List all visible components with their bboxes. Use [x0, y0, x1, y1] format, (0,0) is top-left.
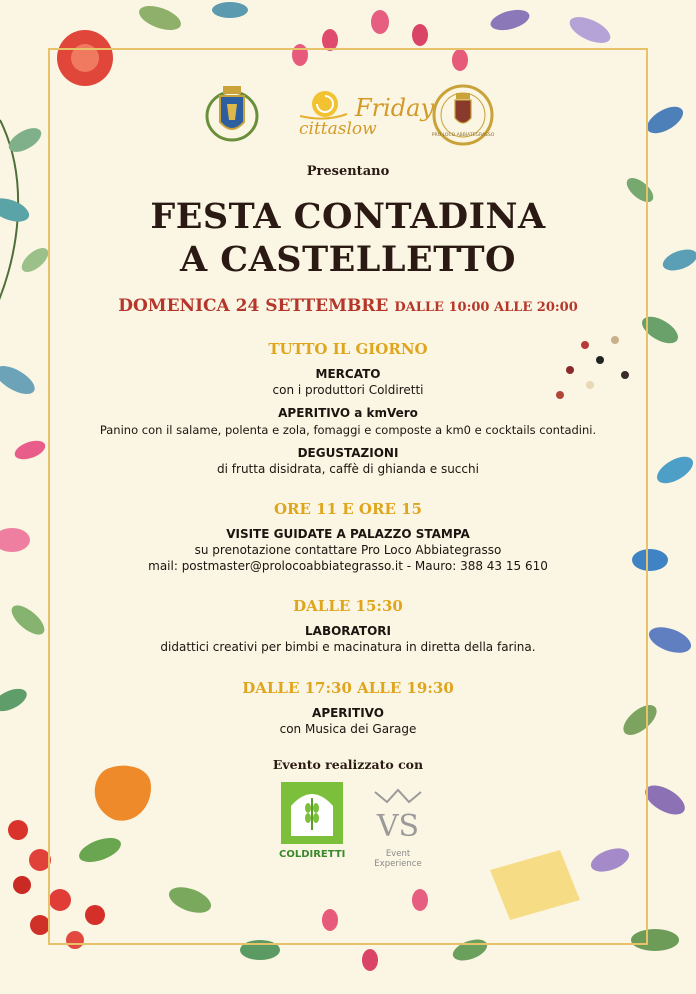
vs-monogram: VS [376, 809, 420, 844]
item-text-contacts: mail: postmaster@prolocoabbiategrasso.it - Mauro: 388 43 15 610 [148, 559, 548, 573]
title-line-2: A CASTELLETTO [179, 239, 517, 280]
vs-caption: Event Experience [374, 849, 422, 869]
section-heading-dalle-1730: DALLE 17:30 ALLE 19:30 [242, 679, 454, 697]
proloco-logo [430, 82, 496, 148]
coldiretti-logo [279, 780, 345, 846]
sponsors-label: Evento realizzato con [272, 757, 424, 772]
item-text-aperitivo-kmvero: Panino con il salame, polenta e zola, fomaggi e composte a km0 e cocktails contadini. [99, 423, 597, 437]
item-title-aperitivo-kmvero: APERITIVO a kmVero [278, 406, 418, 420]
event-day: DOMENICA 24 SETTEMBRE [118, 296, 389, 316]
event-date [0, 296, 696, 316]
item-title-aperitivo: APERITIVO [312, 706, 384, 720]
item-text-mercato: con i produttori Coldiretti [272, 383, 424, 397]
event-hours: DALLE 10:00 ALLE 20:00 [394, 300, 578, 315]
item-title-laboratori: LABORATORI [305, 624, 391, 638]
item-text-degustazioni: di frutta disidrata, caffè di ghianda e succhi [217, 462, 479, 476]
item-text-prenotazione: su prenotazione contattare Pro Loco Abbiategrasso [194, 543, 502, 557]
item-title-visite-guidate: VISITE GUIDATE A PALAZZO STAMPA [226, 527, 470, 541]
item-title-degustazioni: DEGUSTAZIONI [297, 446, 399, 460]
title-line-1: FESTA CONTADINA [150, 196, 546, 237]
section-heading-ore-11-15: ORE 11 E ORE 15 [273, 500, 422, 518]
section-heading-all-day: TUTTO IL GIORNO [268, 340, 428, 358]
friday-text: Friday [355, 94, 435, 122]
cittaslow-text: cittaslow [299, 119, 377, 139]
proloco-text: PRO LOCO ABBIATEGRASSO [431, 133, 495, 138]
section-heading-dalle-1530: DALLE 15:30 [293, 597, 403, 615]
item-text-laboratori: didattici creativi per bimbi e macinatura in diretta della farina. [160, 640, 536, 654]
coat-of-arms-icon [203, 82, 261, 144]
item-title-mercato: MERCATO [315, 367, 381, 381]
item-text-musica: con Musica dei Garage [279, 722, 417, 736]
event-title [0, 195, 696, 281]
cittaslow-friday-logo [295, 86, 435, 148]
presenter-line: Presentano [306, 164, 390, 179]
coldiretti-label: COLDIRETTI [279, 849, 346, 860]
partner-logos [0, 80, 696, 155]
vs-event-logo [365, 784, 431, 846]
